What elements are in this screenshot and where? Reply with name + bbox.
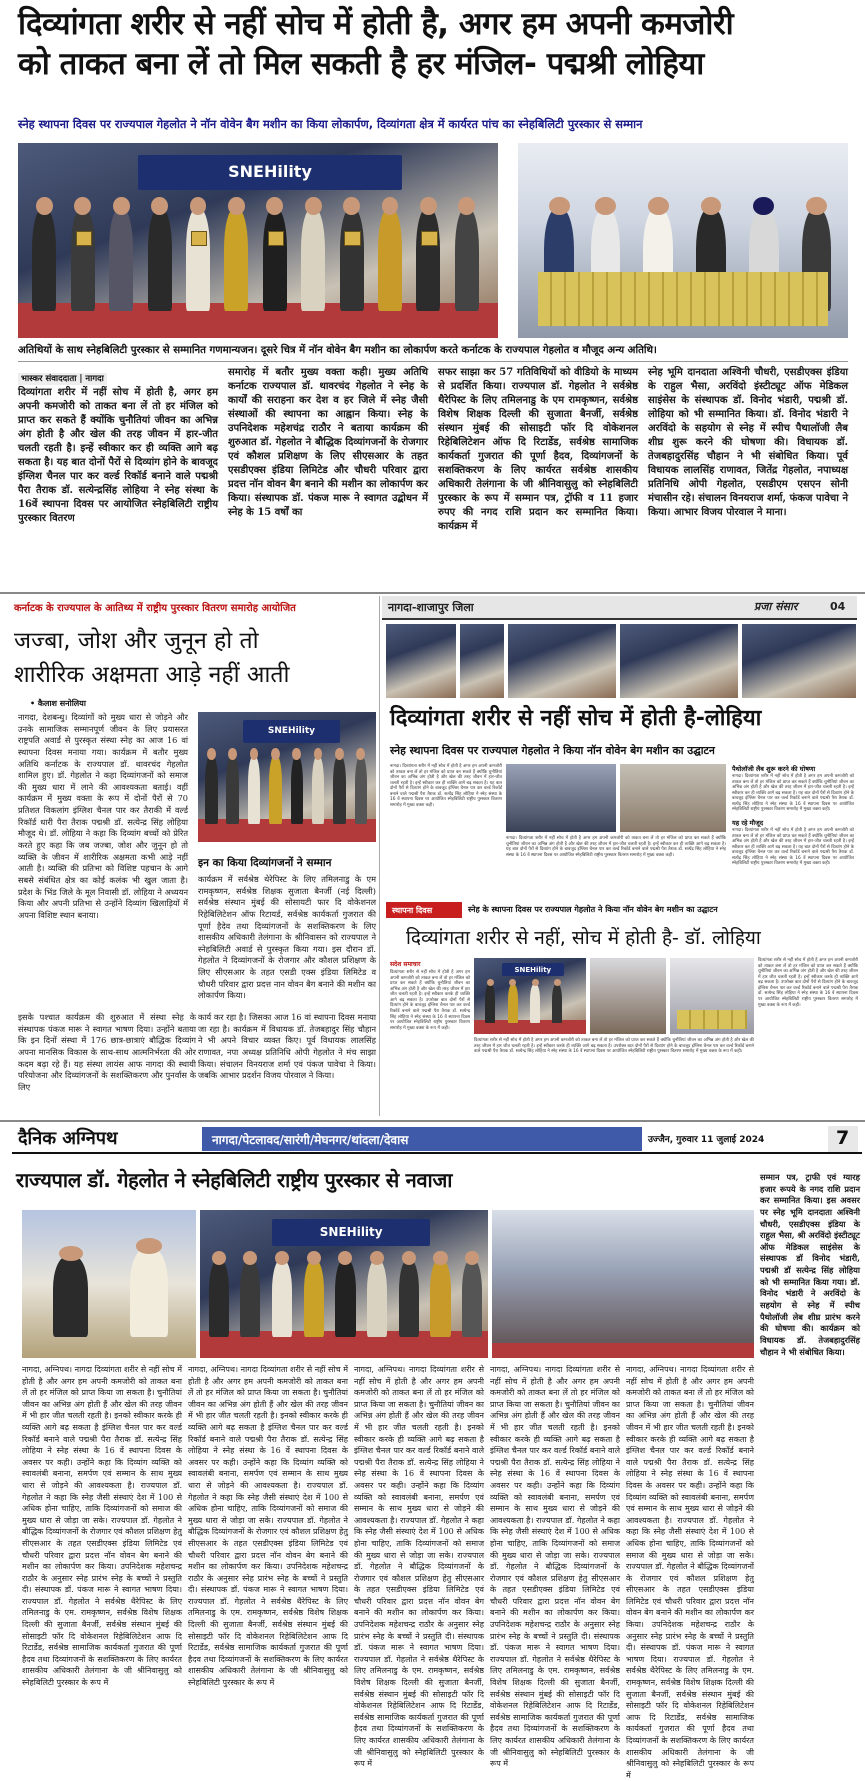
subheadline: स्नेह स्थापना दिवस पर राज्यपाल गेहलोत ने किया नॉन वोवेन बेग मशीन का उद्घाटन (390, 744, 715, 757)
label-tag (386, 902, 462, 918)
article-2-column-b: कार्यक्रम में सर्वश्रेष्ठ थेरेपिस्ट के लिए तमिलनाडु के एम रामकृष्णन, सर्वश्रेष्ठ शिक्षक सुजाता बैनर्जी (नई दिल्ली) सर्वश्रेष्ठ संस्थान मुंबई की सोसायटी फार दि वोकेशनल रिहेबिलिटेशन ऑफ रिटायर्ड, सर्वश्रेष्ठ कार्यकर्ता गुजरात की पूर्णा हैदेव तथा दिव्यांगजनों के सशक्तिकरण के लिए शासकीय अधिकारी तेलंगाना के श्रीनिवासन को राज्यपाल ने स्नेहबिलिटी अवार्ड से पुरस्कृत किया गया। इस दौरान डॉ. गेहलोत ने दिव्यांगजनों के रोजगार और कौशल प्रशिक्षण के लिए सीएसआर के तहत एसडी एक्स इंडिया लिमिटेड व चौधरी परिवार द्वारा प्रदत्त नान वोवन बैग बनाने की मशीन का लोकार्पण किया। (198, 874, 376, 1001)
bottom-awardees-photo (200, 1210, 488, 1358)
article-4-body-1: दिव्यांगता शरीर से नहीं सोच में होती है अगर हम अपनी कमजोरी को ताकत बना लें तो हर मंजिल को प्राप्त कर सकते हैं क्योंकि चुनौतियां जीवन का अभिन्न अंग होती है और खेल की तरह जीवन में हार जीत चलती रहती है। इन्हें स्वीकार करके ही व्यक्ति आगे बढ़ सकता है। उपरोक्त बात दोनों पैरों से दिव्यांग होने के बावजूद इंग्लिश चैनल पार कर वर्ल्ड रिकॉर्ड बनाने वाले पद्मश्री पैरा तैराक डॉ. सत्येन्द्र सिंह लोहिया ने स्नेह संस्था के 16 वें स्थापना दिवस पर आयोजित स्नेहबिलिटी राष्ट्रीय पुरस्कार वितरण समारोह में मुख्य वक्ता के रूप में कही। (390, 970, 470, 1031)
event-banner-text: SNEHility (228, 161, 312, 181)
cities-text: नागदा/पेटलावद/सारंगी/मेघनगर/थांदला/देवास (212, 1133, 409, 1147)
section-name: नागदा-शाजापुर जिला (388, 601, 474, 614)
article-3-body-2: नागदा। दिव्यांगता शरीर में नहीं सोच में होती है अगर हम अपनी कमजोरी को ताकत बना लें तो हर मंजिल को प्राप्त कर सकते हैं क्योंकि चुनौतियां जीवन का अभिन्न अंग होती है और खेल की तरह जीवन में हार-जीत चलती रहती है। इन्हें स्वीकार कर ही व्यक्ति आगे बढ़ सकता है। यह बात दोनों पैरों से दिव्यांग होने के बावजूद इंग्लिश चैनल पार कर वर्ल्ड रिकॉर्ड बनाने वाले पद्मश्री पैरा तैराक डॉ. सत्येंद्र सिंह लोहिया ने स्नेह संस्था के 16 वें स्थापना दिवस पर आयोजित स्नेहबिलिटी राष्ट्रीय पुरस्कार वितरण समारोह में मुख्य वक्ता कही। (506, 836, 726, 858)
article-3-audience-photo (506, 764, 616, 832)
article-1-column-1: दिव्यांगता शरीर में नहीं सोच में होती है, अगर हम अपनी कमजोरी को ताकत बना लें तो हर मंजिल को प्राप्त कर सकते हैं क्योंकि चुनौतियां जीवन का अभिन्न अंग होती है और खेल की तरह जीवन में हार-जीत चलती रहती है। इन्हें स्वीकार कर ही व्यक्ति आगे बढ़ सकता है। यह बात दोनों पैरों से दिव्यांग होने के बावजूद इंग्लिश चैनल पार कर वर्ल्ड रिकॉर्ड बनाने वाले पद्मश्री पैरा तैराक डॉ. सत्येन्द्रसिंह लोहिया ने स्नेह संस्था के 16वें स्थापना दिवस पर आयोजित स्नेहबिलिटी राष्ट्रीय पुरस्कार वितरण (18, 387, 218, 524)
dateline: उज्जैन, गुरुवार 11 जुलाई 2024 (648, 1135, 765, 1145)
label-text: स्थापना दिवस (392, 906, 433, 915)
event-banner-text: SNEHility (267, 725, 316, 736)
article-3-body-1: नागदा। दिव्यांगता शरीर में नहीं सोच में होती है अगर हम अपनी कमजोरी को ताकत बना लें तो हर मंजिल को प्राप्त कर सकते हैं क्योंकि चुनौतियां जीवन का अभिन्न अंग होती है और खेल की तरह जीवन में हार-जीत चलती रहती है। इन्हें स्वीकार कर ही व्यक्ति आगे बढ़ सकता है। यह बात दोनों पैरों से दिव्यांग होने के बावजूद इंग्लिश चैनल पार कर वर्ल्ड रिकॉर्ड बनाने वाले पद्मश्री पैरा तैराक डॉ. सत्येंद्र सिंह लोहिया ने स्नेह संस्था के 16 वें स्थापना दिवस पर आयोजित स्नेहबिलिटी राष्ट्रीय पुरस्कार वितरण समारोह में मुख्य वक्ता कही। (390, 764, 502, 809)
article-2-photo (198, 712, 376, 842)
machine-inauguration-photo (518, 143, 848, 338)
article-3-side-body-2: नागदा। दिव्यांगता शरीर में नहीं सोच में होती है अगर हम अपनी कमजोरी को ताकत बना लें तो हर मंजिल को प्राप्त कर सकते हैं क्योंकि चुनौतियां जीवन का अभिन्न अंग होती है और खेल की तरह जीवन में हार-जीत चलती रहती है। इन्हें स्वीकार कर ही व्यक्ति आगे बढ़ सकता है। यह बात दोनों पैरों से दिव्यांग होने के बावजूद इंग्लिश चैनल पार कर वर्ल्ड रिकॉर्ड बनाने वाले पद्मश्री पैरा तैराक डॉ. सत्येंद्र सिंह लोहिया ने स्नेह संस्था के 16 वें स्थापना दिवस पर आयोजित स्नेहबिलिटी राष्ट्रीय पुरस्कार वितरण समारोह में मुख्य वक्ता कही। (732, 828, 854, 867)
byline (18, 366, 218, 382)
article-3-stage-photo (620, 764, 726, 832)
governor-speech-photo (22, 1210, 196, 1358)
byline-text: भास्कर संवाददाता | नागदा (18, 373, 107, 385)
article-1-column-4: स्नेह भूमि दानदाता अश्विनी चौधरी, एसडीएक्स इंडिया के राहुल भैसा, अरविंदो इंस्टीट्यूट ऑफ मेडिकल साइंसेस के संस्थापक डॉ. विनोद भंडारी, पद्मश्री डॉ. लोहिया को भी सम्मानित किया। डॉ. विनोद भंडारी ने अरविंदो के सहयोग से स्नेह में स्पीच पैथालॉजी लैब शीघ्र शुरू करने की घोषणा की। विधायक डॉ. तेजबहादुरसिंह चौहान ने भी संबोधित किया। पूर्व विधायक लालसिंह राणावत, जितेंद्र गेहलोत, नपाध्यक्ष प्रतिनिधि ओपी गेहलोत, एसडीएम एसएन सोनी मंचासीन रहे। संचालन विनयराज शर्मा, फंकज पावेचा ने किया। आभार विजय पोरवाल ने माना। (648, 367, 848, 518)
article-4 (382, 898, 865, 1118)
headline-line-2: शारीरिक अक्षमता आड़े नहीं आती (14, 662, 290, 688)
article-4-body-2: दिव्यांगता शरीर से नहीं सोच में होती है अगर हम अपनी कमजोरी को ताकत बना लें तो हर मंजिल को प्राप्त कर सकते हैं क्योंकि चुनौतियां जीवन का अभिन्न अंग होती है और खेल की तरह जीवन में हार जीत चलती रहती है। इन्हें स्वीकार करके ही व्यक्ति आगे बढ़ सकता है। उपरोक्त बात दोनों पैरों से दिव्यांग होने के बावजूद इंग्लिश चैनल पार कर वर्ल्ड रिकॉर्ड बनाने वाले पद्मश्री पैरा तैराक डॉ. सत्येन्द्र सिंह लोहिया ने स्नेह संस्था के 16 वें स्थापना दिवस पर आयोजित स्नेहबिलिटी राष्ट्रीय पुरस्कार वितरण समारोह में मुख्य वक्ता के रूप में कही। (474, 1038, 754, 1055)
event-banner-text: SNEHility (514, 965, 552, 974)
article-1-column-3: सफर साझा कर 57 गतिविधियों को वीडियो के माध्यम से प्रदर्शित किया। राज्यपाल डॉ. गेहलोत ने सर्वश्रेष्ठ थैरेपिस्ट के लिए तमिलनाडु के एम रामकृष्णन, सर्वश्रेष्ठ विशेष शिक्षक दिल्ली की सुजाता बैनर्जी, सर्वश्रेष्ठ संस्थान मुंबई की सोसाइटी फॉर दि वोकेशनल रिहेबिलिटेशन ऑफ दि रिटार्डेड, सर्वश्रेष्ठ सामाजिक कार्यकर्ता गुजरात की पूर्णा हैदव, दिव्यांगजनों के सशक्तिकरण के लिए कार्यरत सर्वश्रेष्ठ शासकीय अधिकारी तेलंगाना के जी श्रीनिवासुलु को स्नेहबिलिटी पुरस्कार के रूप में सम्मान पत्र, ट्रॉफी व 11 हजार रुपए की नगद राशि प्रदान कर सम्मानित किया। कार्यक्रम में (438, 367, 638, 532)
headline-line-2: को ताकत बना लें तो मिल सकती है हर मंजिल- पद्मश्री लोहिया (18, 46, 704, 82)
headline: राज्यपाल डॉ. गेहलोत ने स्नेहबिलिटी राष्ट्रीय पुरस्कार से नवाजा (16, 1168, 453, 1192)
article-4-body-3: दिव्यांगता शरीर से नहीं सोच में होती है अगर हम अपनी कमजोरी को ताकत बना लें तो हर मंजिल को प्राप्त कर सकते हैं क्योंकि चुनौतियां जीवन का अभिन्न अंग होती है और खेल की तरह जीवन में हार जीत चलती रहती है। इन्हें स्वीकार करके ही व्यक्ति आगे बढ़ सकता है। उपरोक्त बात दोनों पैरों से दिव्यांग होने के बावजूद इंग्लिश चैनल पार कर वर्ल्ड रिकॉर्ड बनाने वाले पद्मश्री पैरा तैराक डॉ. सत्येन्द्र सिंह लोहिया ने स्नेह संस्था के 16 वें स्थापना दिवस पर आयोजित स्नेहबिलिटी राष्ट्रीय पुरस्कार वितरण समारोह में मुख्य वक्ता के रूप में कही। (758, 958, 858, 1008)
article-2-column-a2: इसके पश्चात कार्यक्रम की शुरुआत में संस्था स्नेह के संस्थापक पंकज मारू ने स्वागत भाषण दिया। उन्होंने बताया कि इन दिनों संस्था में 176 छात्र-छात्राएं बौद्धिक दिव्यांग अपना मानसिक विकास के साथ-साथ आत्मनिर्भरता की ओर कदम बढ़ा रहे हैं। यह संस्था लायंस आफ नागदा की स्थायी परियोजना और दिव्यांगजनों के सशक्तिकरण और पुनर्वास के लिए (18, 1012, 196, 1092)
kicker: कर्नाटक के राज्यपाल के आतिथ्य में राष्ट्रीय पुरस्कार वितरण समारोह आयोजित (14, 603, 296, 614)
awardees-photo (18, 143, 498, 338)
honoree-box-title: इन का किया दिव्यांगजनों ने सम्मान (198, 857, 332, 869)
article-3-side-body: नागदा। दिव्यांगता शरीर में नहीं सोच में होती है अगर हम अपनी कमजोरी को ताकत बना लें तो हर मंजिल को प्राप्त कर सकते हैं क्योंकि चुनौतियां जीवन का अभिन्न अंग होती है और खेल की तरह जीवन में हार-जीत चलती रहती है। इन्हें स्वीकार कर ही व्यक्ति आगे बढ़ सकता है। यह बात दोनों पैरों से दिव्यांग होने के बावजूद इंग्लिश चैनल पार कर वर्ल्ड रिकॉर्ड बनाने वाले पद्मश्री पैरा तैराक डॉ. सत्येंद्र सिंह लोहिया ने स्नेह संस्था के 16 वें स्थापना दिवस पर आयोजित स्नेहबिलिटी राष्ट्रीय पुरस्कार वितरण समारोह में मुख्य वक्ता कही। (732, 774, 854, 813)
author-name: कैलाश सनोलिया (37, 699, 86, 708)
article-4-machine-photo (670, 958, 754, 1034)
masthead: दैनिक अग्निपथ (18, 1128, 118, 1149)
side-title: पैथोलॉजी लैब शुरू करने की घोषणा (732, 765, 816, 773)
cities-band (202, 1127, 642, 1151)
article-4-awardees-photo (474, 958, 586, 1034)
headline: दिव्यांगता शरीर से नहीं सोच में होती है-लोहिया (390, 706, 762, 731)
article-5 (0, 1124, 865, 1780)
author (30, 698, 86, 709)
masthead: प्रजा संसार (754, 600, 798, 613)
article-3 (382, 596, 865, 886)
page-number: 04 (830, 600, 846, 613)
author-bullet: • (30, 699, 38, 708)
article-2-column-b2: कार्य कर रहा है। जिसका आज 16 वां स्थापना दिवस मनाया जा रहा है। कार्यक्रम में विधायक डॉ. तेजबहादुर सिंह चौहान ने भी अपने विचार व्यक्त किए। पूर्व विधायक लालसिंह राणावत, नपा अध्यक्ष प्रतिनिधि ओपी गेहलोत ने मंच साझा किया। संचालन विनयराज शर्मा एवं पंकज पावेचा ने किया। जबकि आभार प्रदर्शन विजय पोरवाल ने किया। (198, 1012, 376, 1081)
article-5-body-4: नागदा, अग्निपथ। नागदा दिव्यांगता शरीर से नहीं सोच में होती है और अगर हम अपनी कमजोरी को ताकत बना लें तो हर मंजिल को प्राप्त किया जा सकता है। चुनौतियां जीवन का अभिन्न अंग होती हैं और खेल की तरह जीवन में भी हार जीत चलती रहती है। इनको स्वीकार करके ही व्यक्ति आगे बढ़ सकता है इंग्लिश चैनल पार कर वर्ल्ड रिकॉर्ड बनाने वाले पद्मश्री पैरा तैराक डॉ. सत्येन्द्र सिंह लोहिया ने स्नेह संस्था के 16 वें स्थापना दिवस के अवसर पर कही। उन्होंने कहा कि दिव्यांग व्यक्ति को स्वावलंबी बनाना, समर्पण एवं सम्मान के साथ मुख्य धारा से जोड़ने की आवश्यकता है। राज्यपाल डॉ. गेहलोत ने कहा कि स्नेह जैसी संस्थाएं देश में 100 से अधिक होना चाहिए, ताकि दिव्यांगजनों को समाज की मुख्य धारा से जोड़ा जा सके। राज्यपाल डॉ. गेहलोत ने बौद्धिक दिव्यांगजनों के रोजगार एवं कौशल प्रशिक्षण हेतु सीएसआर के तहत एसडीएक्स इंडिया लिमिटेड एवं चौधरी परिवार द्वारा प्रदत्त नॉन वोवन बेग बनाने की मशीन का लोकार्पण कर किया। उपनिदेशक महेशचन्द्र राठौर के अनुसार स्नेह प्रारंभ स्नेह के बच्चों ने प्रस्तुति दी। संस्थापक डॉ. पंकज मारू ने स्वागत भाषण दिया। राज्यपाल डॉ. गेहलोत ने सर्वश्रेष्ठ थैरेपिस्ट के लिए तमिलनाडु के एम. रामकृष्णन, सर्वश्रेष्ठ विशेष शिक्षक दिल्ली की सुजाता बैनर्जी, सर्वश्रेष्ठ संस्थान मुंबई की सोसाइटी फॉर दि वोकेशनल रिहेबिलिटेशन आफ दि रिटार्डेड, सर्वश्रेष्ठ सामाजिक कार्यकर्ता गुजरात की पूर्णा हैदव तथा दिव्यांगजनों के सशक्तिकरण के लिए कार्यरत शासकीय अधिकारी तेलंगाना के जी श्रीनिवासुलु को स्नेहबिलिटी पुरस्कार के रूप में (490, 1365, 620, 1769)
article-2-column-a: नागदा, देशबन्धु। दिव्यांगों को मुख्य धारा से जोड़ने और उनके सामाजिक सम्मानपूर्ण जीवन के लिए प्रयासरत राष्ट्रपति अवार्ड से पुरस्कृत संस्था स्नेह का आज 16 वां स्थापना दिवस मनाया गया। कार्यक्रम में बतौर मुख्य अतिथि कर्नाटक के राज्यपाल डॉ. थावरचंद गेहलोत शामिल हुए। डॉ. गेहलोत ने कहा दिव्यांगजनों को समाज की मुख्य धारा में लाने की आवश्यकता बताई। वहीं कार्यक्रम में मुख्य वक्ता के रूप में दोनों पैरों से 70 प्रतिशत विकलांग इंग्लिश चैनल पार कर तैराकी में वर्ल्ड रिकॉर्ड धारी पैरा तैराक पद्मश्री डॉ. सत्येन्द्र सिंह लोहिया मौजूद थे। डॉ. लोहिया ने कहा कि दिव्यांग बच्चों को प्रेरित करते हुए कहा कि जब जज्बा, जोश और जुनून हो तो व्यक्ति के जीवन में शारीरिक अक्षमता कभी आड़े नहीं आती है। व्यक्ति की प्रतिभा को विशिष्ट पहचान के आगे सबसे संबंधित क्षेत्र का कोई कलंक भी खुल जाता है। प्रदेश के भिंड जिले के मूल निवासी डॉ. लोहिया ने अध्ययन किया और अपनी प्रतिभा से उन्होंने दिव्यांग खिलाड़ियों में अपना विशिष्ट स्थान बनाया। (18, 712, 188, 920)
headline-line-1: जज्बा, जोश और जुनून हो तो (14, 628, 259, 654)
article-5-body-1: नागदा, अग्निपथ। नागदा दिव्यांगता शरीर से नहीं सोच में होती है और अगर हम अपनी कमजोरी को ताकत बना लें तो हर मंजिल को प्राप्त किया जा सकता है। चुनौतियां जीवन का अभिन्न अंग होती हैं और खेल की तरह जीवन में भी हार जीत चलती रहती है। इनको स्वीकार करके ही व्यक्ति आगे बढ़ सकता है इंग्लिश चैनल पार कर वर्ल्ड रिकॉर्ड बनाने वाले पद्मश्री पैरा तैराक डॉ. सत्येन्द्र सिंह लोहिया ने स्नेह संस्था के 16 वें स्थापना दिवस के अवसर पर कही। उन्होंने कहा कि दिव्यांग व्यक्ति को स्वावलंबी बनाना, समर्पण एवं सम्मान के साथ मुख्य धारा से जोड़ने की आवश्यकता है। राज्यपाल डॉ. गेहलोत ने कहा कि स्नेह जैसी संस्थाएं देश में 100 से अधिक होना चाहिए, ताकि दिव्यांगजनों को समाज की मुख्य धारा से जोड़ा जा सके। राज्यपाल डॉ. गेहलोत ने बौद्धिक दिव्यांगजनों के रोजगार एवं कौशल प्रशिक्षण हेतु सीएसआर के तहत एसडीएक्स इंडिया लिमिटेड एवं चौधरी परिवार द्वारा प्रदत्त नॉन वोवन बेग बनाने की मशीन का लोकार्पण कर किया। उपनिदेशक महेशचन्द्र राठौर के अनुसार स्नेह प्रारंभ स्नेह के बच्चों ने प्रस्तुति दी। संस्थापक डॉ. पंकज मारू ने स्वागत भाषण दिया। राज्यपाल डॉ. गेहलोत ने सर्वश्रेष्ठ थैरेपिस्ट के लिए तमिलनाडु के एम. रामकृष्णन, सर्वश्रेष्ठ विशेष शिक्षक दिल्ली की सुजाता बैनर्जी, सर्वश्रेष्ठ संस्थान मुंबई की सोसाइटी फॉर दि वोकेशनल रिहेबिलिटेशन आफ दि रिटार्डेड, सर्वश्रेष्ठ सामाजिक कार्यकर्ता गुजरात की पूर्णा हैदव तथा दिव्यांगजनों के सशक्तिकरण के लिए कार्यरत शासकीय अधिकारी तेलंगाना के जी श्रीनिवासुलु को स्नेहबिलिटी पुरस्कार के रूप में (22, 1365, 182, 1688)
subheadline: स्नेह स्थापना दिवस पर राज्यपाल गेहलोत ने नॉन वोवेन बैग मशीन का किया लोकार्पण, दिव्यांगता क्षेत्र में कार्यरत पांच का स्नेहबिलिटी पुरस्कार से सम्मान (18, 117, 643, 131)
article-5-body-2: नागदा, अग्निपथ। नागदा दिव्यांगता शरीर से नहीं सोच में होती है और अगर हम अपनी कमजोरी को ताकत बना लें तो हर मंजिल को प्राप्त किया जा सकता है। चुनौतियां जीवन का अभिन्न अंग होती हैं और खेल की तरह जीवन में भी हार जीत चलती रहती है। इनको स्वीकार करके ही व्यक्ति आगे बढ़ सकता है इंग्लिश चैनल पार कर वर्ल्ड रिकॉर्ड बनाने वाले पद्मश्री पैरा तैराक डॉ. सत्येन्द्र सिंह लोहिया ने स्नेह संस्था के 16 वें स्थापना दिवस के अवसर पर कही। उन्होंने कहा कि दिव्यांग व्यक्ति को स्वावलंबी बनाना, समर्पण एवं सम्मान के साथ मुख्य धारा से जोड़ने की आवश्यकता है। राज्यपाल डॉ. गेहलोत ने कहा कि स्नेह जैसी संस्थाएं देश में 100 से अधिक होना चाहिए, ताकि दिव्यांगजनों को समाज की मुख्य धारा से जोड़ा जा सके। राज्यपाल डॉ. गेहलोत ने बौद्धिक दिव्यांगजनों के रोजगार एवं कौशल प्रशिक्षण हेतु सीएसआर के तहत एसडीएक्स इंडिया लिमिटेड एवं चौधरी परिवार द्वारा प्रदत्त नॉन वोवन बेग बनाने की मशीन का लोकार्पण कर किया। उपनिदेशक महेशचन्द्र राठौर के अनुसार स्नेह प्रारंभ स्नेह के बच्चों ने प्रस्तुति दी। संस्थापक डॉ. पंकज मारू ने स्वागत भाषण दिया। राज्यपाल डॉ. गेहलोत ने सर्वश्रेष्ठ थैरेपिस्ट के लिए तमिलनाडु के एम. रामकृष्णन, सर्वश्रेष्ठ विशेष शिक्षक दिल्ली की सुजाता बैनर्जी, सर्वश्रेष्ठ संस्थान मुंबई की सोसाइटी फॉर दि वोकेशनल रिहेबिलिटेशन आफ दि रिटार्डेड, सर्वश्रेष्ठ सामाजिक कार्यकर्ता गुजरात की पूर्णा हैदव तथा दिव्यांगजनों के सशक्तिकरण के लिए कार्यरत शासकीय अधिकारी तेलंगाना के जी श्रीनिवासुलु को स्नेहबिलिटी पुरस्कार के रूप में (188, 1365, 348, 1688)
article-4-stage-photo (590, 958, 666, 1034)
audience-photo (492, 1210, 754, 1358)
headline-line-1: दिव्यांगता शरीर से नहीं सोच में होती है, अगर हम अपनी कमजोरी (18, 6, 734, 42)
masthead-bar (12, 1124, 862, 1154)
photo-strip (386, 624, 856, 698)
kicker: स्नेह के स्थापना दिवस पर राज्यपाल गेहलोत ने किया नॉन वोवेन बेग मशीन का उद्घाटन (468, 905, 718, 914)
page-number: 7 (836, 1127, 850, 1149)
article-5-body-3: नागदा, अग्निपथ। नागदा दिव्यांगता शरीर से नहीं सोच में होती है और अगर हम अपनी कमजोरी को ताकत बना लें तो हर मंजिल को प्राप्त किया जा सकता है। चुनौतियां जीवन का अभिन्न अंग होती हैं और खेल की तरह जीवन में भी हार जीत चलती रहती है। इनको स्वीकार करके ही व्यक्ति आगे बढ़ सकता है इंग्लिश चैनल पार कर वर्ल्ड रिकॉर्ड बनाने वाले पद्मश्री पैरा तैराक डॉ. सत्येन्द्र सिंह लोहिया ने स्नेह संस्था के 16 वें स्थापना दिवस के अवसर पर कही। उन्होंने कहा कि दिव्यांग व्यक्ति को स्वावलंबी बनाना, समर्पण एवं सम्मान के साथ मुख्य धारा से जोड़ने की आवश्यकता है। राज्यपाल डॉ. गेहलोत ने कहा कि स्नेह जैसी संस्थाएं देश में 100 से अधिक होना चाहिए, ताकि दिव्यांगजनों को समाज की मुख्य धारा से जोड़ा जा सके। राज्यपाल डॉ. गेहलोत ने बौद्धिक दिव्यांगजनों के रोजगार एवं कौशल प्रशिक्षण हेतु सीएसआर के तहत एसडीएक्स इंडिया लिमिटेड एवं चौधरी परिवार द्वारा प्रदत्त नॉन वोवन बेग बनाने की मशीन का लोकार्पण कर किया। उपनिदेशक महेशचन्द्र राठौर के अनुसार स्नेह प्रारंभ स्नेह के बच्चों ने प्रस्तुति दी। संस्थापक डॉ. पंकज मारू ने स्वागत भाषण दिया। राज्यपाल डॉ. गेहलोत ने सर्वश्रेष्ठ थैरेपिस्ट के लिए तमिलनाडु के एम. रामकृष्णन, सर्वश्रेष्ठ विशेष शिक्षक दिल्ली की सुजाता बैनर्जी, सर्वश्रेष्ठ संस्थान मुंबई की सोसाइटी फॉर दि वोकेशनल रिहेबिलिटेशन आफ दि रिटार्डेड, सर्वश्रेष्ठ सामाजिक कार्यकर्ता गुजरात की पूर्णा हैदव तथा दिव्यांगजनों के सशक्तिकरण के लिए कार्यरत शासकीय अधिकारी तेलंगाना के जी श्रीनिवासुलु को स्नेहबिलिटी पुरस्कार के रूप में (354, 1365, 484, 1769)
article-1-column-2: समारोह में बतौर मुख्य वक्ता कही। मुख्य अतिथि कर्नाटक राज्यपाल डॉ. थावरचंद गेहलोत ने स्नेह के कार्यों की सराहना कर देश व हर जिले में स्नेह जैसी संस्थाओं की स्थापना का आह्वान किया। स्नेह के उपनिदेशक महेशचंद्र राठौर ने बताया कार्यक्रम की शुरुआत डॉ. गेहलोत ने बौद्धिक दिव्यांगजनों के रोजगार एवं कौशल प्रशिक्षण के लिए सीएसआर के तहत एसडीएक्स इंडिया लिमिटेड और चौधरी परिवार द्वारा प्रदत्त नॉन वोवन बैग बनाने की मशीन का लोकार्पण कर किया। संस्थापक डॉ. पंकज मारू ने स्वागत उद्बोधन में स्नेह के 15 वर्षों का (228, 367, 428, 518)
article-5-body-5: नागदा, अग्निपथ। नागदा दिव्यांगता शरीर से नहीं सोच में होती है और अगर हम अपनी कमजोरी को ताकत बना लें तो हर मंजिल को प्राप्त किया जा सकता है। चुनौतियां जीवन का अभिन्न अंग होती हैं और खेल की तरह जीवन में भी हार जीत चलती रहती है। इनको स्वीकार करके ही व्यक्ति आगे बढ़ सकता है इंग्लिश चैनल पार कर वर्ल्ड रिकॉर्ड बनाने वाले पद्मश्री पैरा तैराक डॉ. सत्येन्द्र सिंह लोहिया ने स्नेह संस्था के 16 वें स्थापना दिवस के अवसर पर कही। उन्होंने कहा कि दिव्यांग व्यक्ति को स्वावलंबी बनाना, समर्पण एवं सम्मान के साथ मुख्य धारा से जोड़ने की आवश्यकता है। राज्यपाल डॉ. गेहलोत ने कहा कि स्नेह जैसी संस्थाएं देश में 100 से अधिक होना चाहिए, ताकि दिव्यांगजनों को समाज की मुख्य धारा से जोड़ा जा सके। राज्यपाल डॉ. गेहलोत ने बौद्धिक दिव्यांगजनों के रोजगार एवं कौशल प्रशिक्षण हेतु सीएसआर के तहत एसडीएक्स इंडिया लिमिटेड एवं चौधरी परिवार द्वारा प्रदत्त नॉन वोवन बेग बनाने की मशीन का लोकार्पण कर किया। उपनिदेशक महेशचन्द्र राठौर के अनुसार स्नेह प्रारंभ स्नेह के बच्चों ने प्रस्तुति दी। संस्थापक डॉ. पंकज मारू ने स्वागत भाषण दिया। राज्यपाल डॉ. गेहलोत ने सर्वश्रेष्ठ थैरेपिस्ट के लिए तमिलनाडु के एम. रामकृष्णन, सर्वश्रेष्ठ विशेष शिक्षक दिल्ली की सुजाता बैनर्जी, सर्वश्रेष्ठ संस्थान मुंबई की सोसाइटी फॉर दि वोकेशनल रिहेबिलिटेशन आफ दि रिटार्डेड, सर्वश्रेष्ठ सामाजिक कार्यकर्ता गुजरात की पूर्णा हैदव तथा दिव्यांगजनों के सशक्तिकरण के लिए कार्यरत शासकीय अधिकारी तेलंगाना के जी श्रीनिवासुलु को स्नेहबिलिटी पुरस्कार के रूप में (626, 1365, 754, 1780)
article-1 (0, 0, 865, 592)
side-title-2: यह रहे मौजूद (732, 819, 764, 827)
event-banner-text: SNEHility (319, 1224, 383, 1239)
page-number-box (828, 1126, 858, 1152)
headline: दिव्यांगता शरीर से नहीं, सोच में होती है- डॉ. लोहिया (406, 927, 761, 949)
photo-caption: अतिथियों के साथ स्नेहबिलिटी पुरस्कार से सम्मानित गणमान्यजन। दूसरे चित्र में नॉन वोवेन बैग मशीन का लोकार्पण करते कर्नाटक के राज्यपाल गेहलोत व मौजूद अन्य अतिथि। (18, 345, 657, 356)
byline: सदेश समाचार (390, 961, 421, 968)
section-bar (382, 596, 857, 620)
article-5-side-text: सम्मान पत्र, ट्राफी एवं ग्यारह हजार रूपये के नगद राशि प्रदान कर सम्मानित किया। इस अवसर पर स्नेह भूमि दानदाता अश्विनी चौधरी, एसडीएक्स इंडिया के राहुल भैसा, श्री अरविंदो इंस्टीट्यूट ऑफ मेडिकल साइंसेस के संस्थापक डॉ विनोद भंडारी, पद्मश्री डॉ सत्येन्द्र सिंह लोहिया को भी सम्मानित किया गया। डॉ. विनोद भंडारी ने अरविंदो के सहयोग से स्नेह में स्पीच पैथोलॉजी लेब शीघ्र प्रारंभ करने की घोषणा की। कार्यक्रम को विधायक डॉ. तेजबहादुरसिंह चौहान ने भी संबोधित किया। (760, 1172, 860, 1357)
